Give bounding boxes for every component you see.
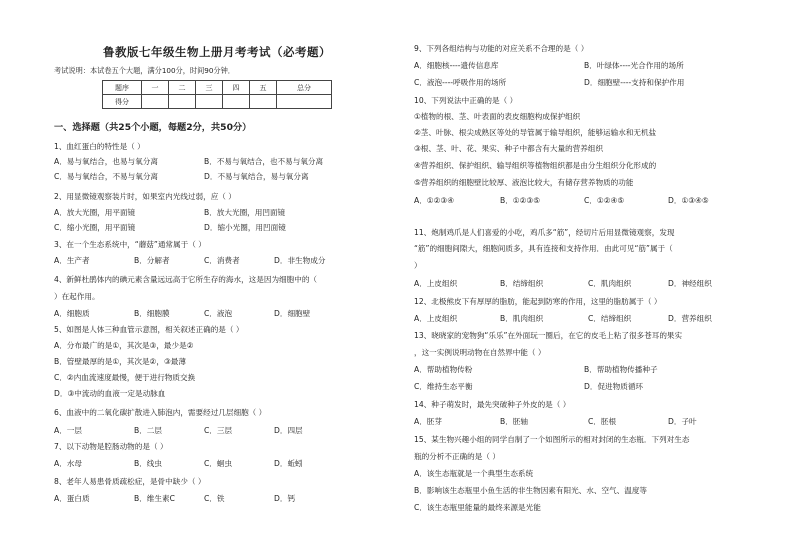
- score-row: [103, 95, 332, 109]
- score-header-cell: 总分: [277, 81, 332, 95]
- option-b[interactable]: B．管壁最厚的是①，其次是②，③最薄: [54, 357, 186, 366]
- page-title: 鲁教版七年级生物上册月考考试（必考题）: [103, 45, 331, 59]
- option-b[interactable]: B．分解者: [134, 256, 170, 265]
- option-c[interactable]: C．易与氧结合，不易与氧分离: [54, 172, 159, 181]
- statement-item: ③根、茎、叶、花、果实、种子中都含有大量的营养组织: [414, 144, 604, 153]
- score-header-cell: 四: [223, 81, 250, 95]
- question-7: 7、以下动物是腔肠动物的是（ ）: [54, 442, 168, 451]
- score-header-cell: 一: [142, 81, 169, 95]
- score-header-cell: 三: [196, 81, 223, 95]
- question-9: 9、下列各组结构与功能的对应关系不合理的是（ ）: [414, 44, 589, 53]
- option-b[interactable]: B．①②③⑤: [500, 196, 541, 205]
- option-b[interactable]: B．二层: [134, 426, 162, 435]
- statement-item: ⑤营养组织的细胞壁比较厚、液泡比较大，有储存营养物质的功能: [414, 178, 634, 187]
- option-d[interactable]: D．非生物成分: [274, 256, 326, 265]
- option-a[interactable]: A．①②③④: [414, 196, 455, 205]
- option-b[interactable]: B．胚轴: [500, 417, 528, 426]
- option-c[interactable]: C．铁: [204, 494, 225, 503]
- section-heading: 一、选择题（共25个小题，每题2分，共50分）: [54, 122, 252, 133]
- option-c[interactable]: C．三层: [204, 426, 233, 435]
- question-13-cont: ，这一实例说明动物在自然界中能（ ）: [414, 348, 546, 357]
- score-cell[interactable]: [142, 95, 169, 109]
- option-c[interactable]: C．缩小光圈，用平面镜: [54, 223, 136, 232]
- option-a[interactable]: A．胚芽: [414, 417, 442, 426]
- score-cell[interactable]: [169, 95, 196, 109]
- option-d[interactable]: D．细胞壁----支持和保护作用: [584, 78, 685, 87]
- question-1: 1、血红蛋白的特性是（ ）: [54, 142, 145, 151]
- option-c[interactable]: C．液泡----呼吸作用的场所: [414, 78, 507, 87]
- option-a[interactable]: A．上皮组织: [414, 279, 458, 288]
- option-b[interactable]: B．线虫: [134, 459, 162, 468]
- question-15-cont: 瓶的分析不正确的是（ ）: [414, 452, 500, 461]
- question-13: 13、晓晓家的宠物狗“乐乐”在外面玩一圈后，在它的皮毛上粘了很多苍耳的果实: [414, 331, 683, 340]
- option-d[interactable]: D．子叶: [668, 417, 697, 426]
- score-cell[interactable]: [277, 95, 332, 109]
- option-d[interactable]: D．蚯蚓: [274, 459, 303, 468]
- score-cell[interactable]: [250, 95, 277, 109]
- question-15: 15、某生物兴趣小组的同学自制了一个如图所示的相对封闭的生态瓶．下列对生态: [414, 435, 690, 444]
- option-b[interactable]: B．维生素C: [134, 494, 175, 503]
- question-4-cont: ）在起作用。: [54, 292, 100, 301]
- option-b[interactable]: B．细胞膜: [134, 309, 170, 318]
- option-d[interactable]: D．细胞壁: [274, 309, 311, 318]
- statement-item: ②茎、叶脉、根尖成熟区等处的导管属于输导组织，能够运输水和无机盐: [414, 128, 657, 137]
- question-12: 12、北极熊皮下有厚厚的脂肪，能起到防寒的作用，这里的脂肪属于（ ）: [414, 297, 662, 306]
- question-10: 10、下列说法中正确的是（ ）: [414, 96, 518, 105]
- option-c[interactable]: C．胚根: [588, 417, 617, 426]
- option-b[interactable]: B．不易与氧结合，也不易与氧分离: [204, 157, 324, 166]
- option-b[interactable]: B．结缔组织: [500, 279, 544, 288]
- option-d[interactable]: D．缩小光圈，用凹面镜: [204, 223, 286, 232]
- option-a[interactable]: A．帮助植物传粉: [414, 365, 473, 374]
- option-d[interactable]: D．①③④⑤: [668, 196, 709, 205]
- score-header-row: [103, 81, 332, 95]
- exam-note: 考试说明：本试卷五个大题，满分100分，时间90分钟．: [54, 66, 235, 75]
- question-8: 8、老年人易患骨质疏松症，是骨中缺少（ ）: [54, 477, 206, 486]
- option-a[interactable]: A．蛋白质: [54, 494, 90, 503]
- option-d[interactable]: D．神经组织: [668, 279, 712, 288]
- question-3: 3、在一个生态系统中，“蘑菇”通常属于（ ）: [54, 240, 206, 249]
- score-row-label: 得分: [103, 95, 142, 109]
- question-11-cont: “筋”的细胞间隙大，细胞间质多，具有连接和支持作用．由此可见“筋”属于（: [414, 244, 673, 253]
- option-d[interactable]: D．钙: [274, 494, 296, 503]
- score-header-cell: 五: [250, 81, 277, 95]
- option-a[interactable]: A．生产者: [54, 256, 90, 265]
- option-b[interactable]: B．影响该生态瓶里小鱼生活的非生物因素有阳光、水、空气、温度等: [414, 486, 648, 495]
- score-cell[interactable]: [196, 95, 223, 109]
- option-a[interactable]: A．上皮组织: [414, 314, 458, 323]
- option-a[interactable]: A．细胞质: [54, 309, 90, 318]
- score-cell[interactable]: [223, 95, 250, 109]
- question-14: 14、种子萌发时，最先突破种子外皮的是（ ）: [414, 400, 571, 409]
- question-6: 6、血液中的二氧化碳扩散进入肺泡内，需要经过几层细胞（ ）: [54, 408, 267, 417]
- option-c[interactable]: C．结缔组织: [588, 314, 632, 323]
- option-c[interactable]: C．①②④⑤: [584, 196, 625, 205]
- score-table: [102, 80, 332, 109]
- question-11: 11、炮制鸡爪是人们喜爱的小吃，鸡爪多“筋”，经切片后用显微镜观察，发现: [414, 228, 675, 237]
- statement-item: ④营养组织、保护组织、输导组织等植物组织都是由分生组织分化形成的: [414, 161, 657, 170]
- option-d[interactable]: D．不易与氧结合，易与氧分离: [204, 172, 309, 181]
- option-d[interactable]: D．四层: [274, 426, 303, 435]
- question-5: 5、如图是人体三种血管示意图，相关叙述正确的是（ ）: [54, 325, 244, 334]
- option-c[interactable]: C．蛔虫: [204, 459, 233, 468]
- option-a[interactable]: A．分布最广的是①，其次是③，最少是②: [54, 341, 194, 350]
- option-c[interactable]: C．消费者: [204, 256, 240, 265]
- option-a[interactable]: A．细胞核----遗传信息库: [414, 61, 499, 70]
- option-c[interactable]: C．维持生态平衡: [414, 382, 473, 391]
- statement-item: ①植物的根、茎、叶表面的表皮细胞构成保护组织: [414, 112, 581, 121]
- option-c[interactable]: C．该生态瓶里能量的最终来源是光能: [414, 503, 541, 512]
- option-d[interactable]: D．促进物质循环: [584, 382, 644, 391]
- option-c[interactable]: C．②内血流速度最慢，便于进行物质交换: [54, 373, 196, 382]
- option-a[interactable]: A．放大光圈，用平面镜: [54, 208, 136, 217]
- score-header-cell: 二: [169, 81, 196, 95]
- option-d[interactable]: D．③中流动的血液一定是动脉血: [54, 389, 166, 398]
- option-b[interactable]: B．帮助植物传播种子: [584, 365, 658, 374]
- option-c[interactable]: C．肌肉组织: [588, 279, 632, 288]
- question-11-cont: ）: [414, 261, 422, 270]
- option-a[interactable]: A．水母: [54, 459, 82, 468]
- option-a[interactable]: A．该生态瓶就是一个典型生态系统: [414, 469, 534, 478]
- option-a[interactable]: A．易与氧结合，也易与氧分离: [54, 157, 158, 166]
- option-c[interactable]: C．液泡: [204, 309, 233, 318]
- option-b[interactable]: B．肌肉组织: [500, 314, 544, 323]
- option-a[interactable]: A．一层: [54, 426, 82, 435]
- option-d[interactable]: D．营养组织: [668, 314, 712, 323]
- question-4: 4、新鲜杜鹃体内的碘元素含量远远高于它所生存的海水，这是因为细胞中的（: [54, 275, 318, 284]
- option-b[interactable]: B．放大光圈，用凹面镜: [204, 208, 286, 217]
- question-2: 2、用显微镜观察装片时，如果室内光线过弱，应（ ）: [54, 192, 236, 201]
- score-header-cell: 题序: [103, 81, 142, 95]
- option-b[interactable]: B．叶绿体----光合作用的场所: [584, 61, 684, 70]
